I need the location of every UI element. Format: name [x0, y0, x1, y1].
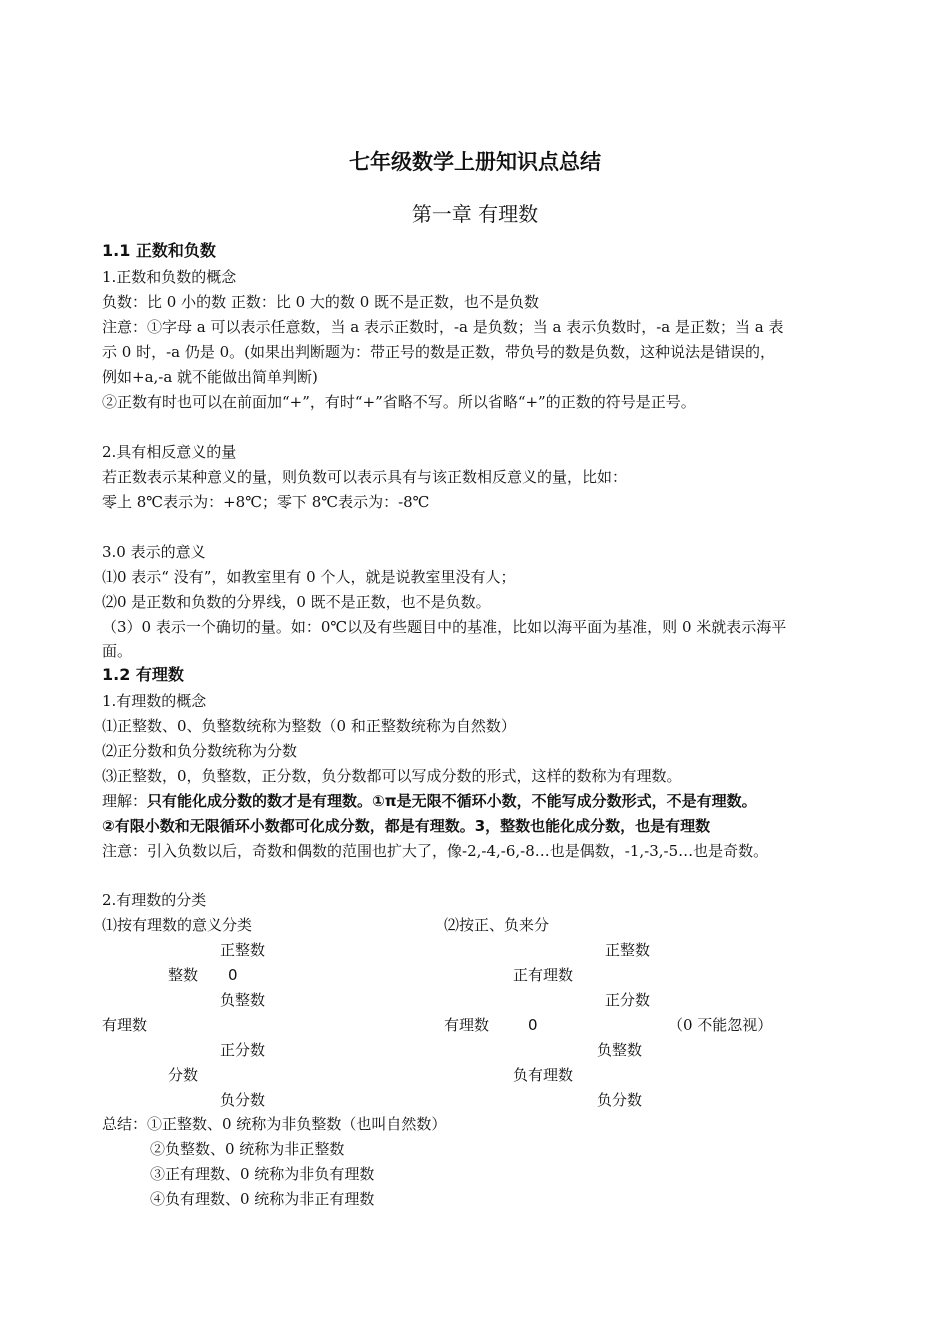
chapter-title: 第一章 有理数	[411, 202, 539, 226]
text-line: （3）0 表示一个确切的量。如：0℃以及有些题目中的基准，比如以海平面为基准，则 0 米就表示海平	[102, 618, 787, 636]
tree-right-negative-fraction: 负分数	[597, 1091, 643, 1109]
note-line: 注意：①字母 a 可以表示任意数，当 a 表示正数时，-a 是负数；当 a 表示负数时，-a 是正数；当 a 表	[102, 318, 784, 336]
tree-left-integer: 整数	[168, 966, 199, 984]
tree-left-negative-fraction: 负分数	[220, 1091, 266, 1109]
note-line: ②正数有时也可以在前面加“+”，有时“+”省略不写。所以省略“+”的正数的符号是正号。	[102, 393, 696, 411]
section-heading-1-2: 1.2 有理数	[102, 665, 184, 684]
text-line: ⑶正整数，0，负整数，正分数，负分数都可以写成分数的形式，这样的数称为有理数。	[102, 767, 682, 785]
tree-left-positive-integer: 正整数	[220, 941, 266, 959]
tree-right-negative-rational: 负有理数	[513, 1066, 574, 1084]
summary-line: ④负有理数、0 统称为非正有理数	[150, 1190, 375, 1208]
tree-right-zero: 0	[528, 1016, 538, 1034]
understand-text: 只有能化成分数的数才是有理数。①π是无限不循环小数，不能写成分数形式，不是有理数。	[147, 792, 757, 810]
summary-line: ③正有理数、0 统称为非负有理数	[150, 1165, 375, 1183]
note-line: 示 0 时，-a 仍是 0。(如果出判断题为：带正号的数是正数，带负号的数是负数，这种说法是错误的，	[102, 343, 776, 361]
note-line: 例如+a,-a 就不能做出简单判断)	[102, 368, 318, 386]
understand-text: ②有限小数和无限循环小数都可化成分数，都是有理数。3，整数也能化成分数，也是有理数	[102, 817, 711, 835]
subsection-title: 3.0 表示的意义	[102, 543, 206, 561]
note-line: 注意：引入负数以后，奇数和偶数的范围也扩大了，像-2,-4,-6,-8…也是偶数，-1,-3,-5…也是奇数。	[102, 842, 769, 860]
tree-right-rational: 有理数	[444, 1016, 490, 1034]
tree-left-rational: 有理数	[102, 1016, 148, 1034]
text-line: ⑵正分数和负分数统称为分数	[102, 742, 298, 760]
tree-left-negative-integer: 负整数	[220, 991, 266, 1009]
summary-line: ②负整数、0 统称为非正整数	[150, 1140, 345, 1158]
text-line: 若正数表示某种意义的量，则负数可以表示具有与该正数相反意义的量，比如：	[102, 468, 628, 486]
text-line: 面。	[102, 642, 133, 660]
tree-left-fraction: 分数	[168, 1066, 199, 1084]
document-title: 七年级数学上册知识点总结	[349, 150, 601, 174]
text-line: ⑴正整数、0、负整数统称为整数（0 和正整数统称为自然数）	[102, 717, 516, 735]
text-line: ⑴0 表示“ 没有”，如教室里有 0 个人，就是说教室里没有人；	[102, 568, 516, 586]
subsection-title: 2.有理数的分类	[102, 891, 207, 909]
tree-right-positive-rational: 正有理数	[513, 966, 574, 984]
understand-label: 理解：	[102, 792, 148, 810]
subsection-title: 1.有理数的概念	[102, 692, 207, 710]
understand-line	[102, 791, 757, 811]
definition-line: 负数：比 0 小的数 正数：比 0 大的数 0 既不是正数，也不是负数	[102, 293, 540, 311]
summary-line: 总结：①正整数、0 统称为非负整数（也叫自然数）	[102, 1115, 447, 1133]
classification-right-title: ⑵按正、负来分	[444, 916, 550, 934]
text-line: 零上 8℃表示为：+8℃；零下 8℃表示为：-8℃	[102, 493, 430, 511]
tree-right-zero-note: （0 不能忽视）	[668, 1016, 773, 1034]
subsection-title: 2.具有相反意义的量	[102, 443, 237, 461]
tree-left-positive-fraction: 正分数	[220, 1041, 266, 1059]
section-heading-1-1: 1.1 正数和负数	[102, 241, 216, 260]
tree-right-positive-integer: 正整数	[605, 941, 651, 959]
classification-left-title: ⑴按有理数的意义分类	[102, 916, 253, 934]
subsection-title: 1.正数和负数的概念	[102, 268, 237, 286]
tree-right-positive-fraction: 正分数	[605, 991, 651, 1009]
text-line: ⑵0 是正数和负数的分界线，0 既不是正数，也不是负数。	[102, 593, 491, 611]
tree-right-negative-integer: 负整数	[597, 1041, 643, 1059]
tree-left-zero: 0	[228, 966, 238, 984]
